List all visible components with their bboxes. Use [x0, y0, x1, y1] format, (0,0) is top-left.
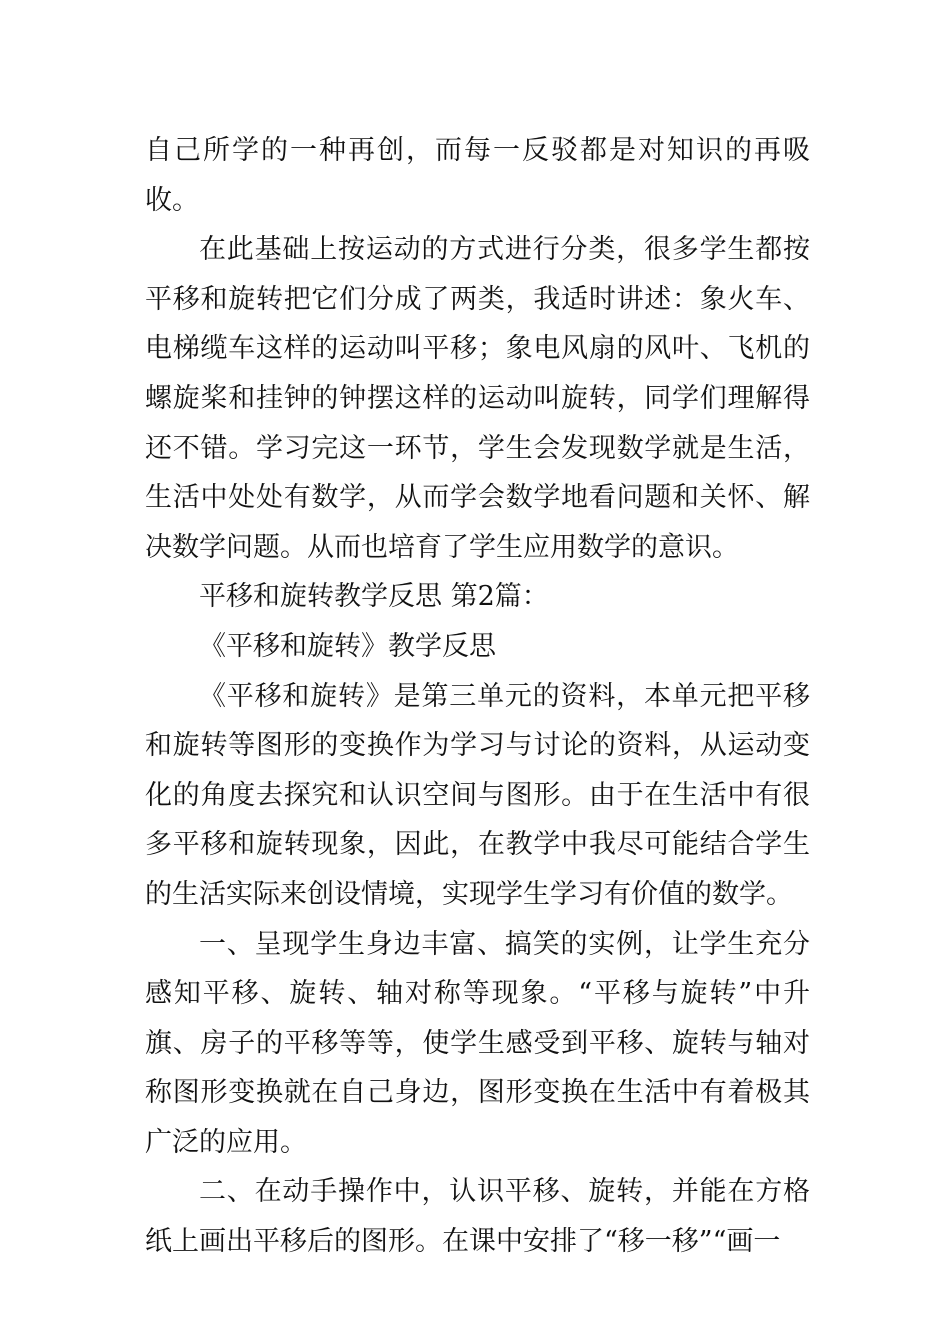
paragraph-intro: 《平移和旋转》是第三单元的资料，本单元把平移和旋转等图形的变换作为学习与讨论的资料，从运动变化的角度去探究和认识空间与图形。由于在生活中有很多平移和旋转现象，因此，在教学中我尽可能结合学生的生活实际来创设情境，实现学生学习有价值的数学。: [145, 680, 810, 910]
document-body: [145, 126, 810, 1267]
paragraph-continuation: 自己所学的一种再创，而每一反驳都是对知识的再吸收。: [145, 135, 810, 216]
paragraph-classification: 在此基础上按运动的方式进行分类，很多学生都按平移和旋转把它们分成了两类，我适时讲述：象火车、电梯缆车这样的运动叫平移；象电风扇的风叶、飞机的螺旋桨和挂钟的钟摆这样的运动叫旋转，同学们理解得还不错。学习完这一环节，学生会发现数学就是生活，生活中处处有数学，从而学会数学地看问题和关怀、解决数学问题。从而也培育了学生应用数学的意识。: [145, 234, 810, 563]
section-heading: 平移和旋转教学反思 第2篇：: [199, 581, 549, 613]
paragraph-point-two: 二、在动手操作中，认识平移、旋转，并能在方格纸上画出平移后的图形。在课中安排了“移一移”“画一: [145, 1176, 810, 1258]
article-title: 《平移和旋转》教学反思: [199, 630, 496, 662]
paragraph-point-one: 一、呈现学生身边丰富、搞笑的实例，让学生充分感知平移、旋转、轴对称等现象。“平移与旋转”中升旗、房子的平移等等，使学生感受到平移、旋转与轴对称图形变换就在自己身边，图形变换在生活中有着极其广泛的应用。: [145, 928, 810, 1158]
